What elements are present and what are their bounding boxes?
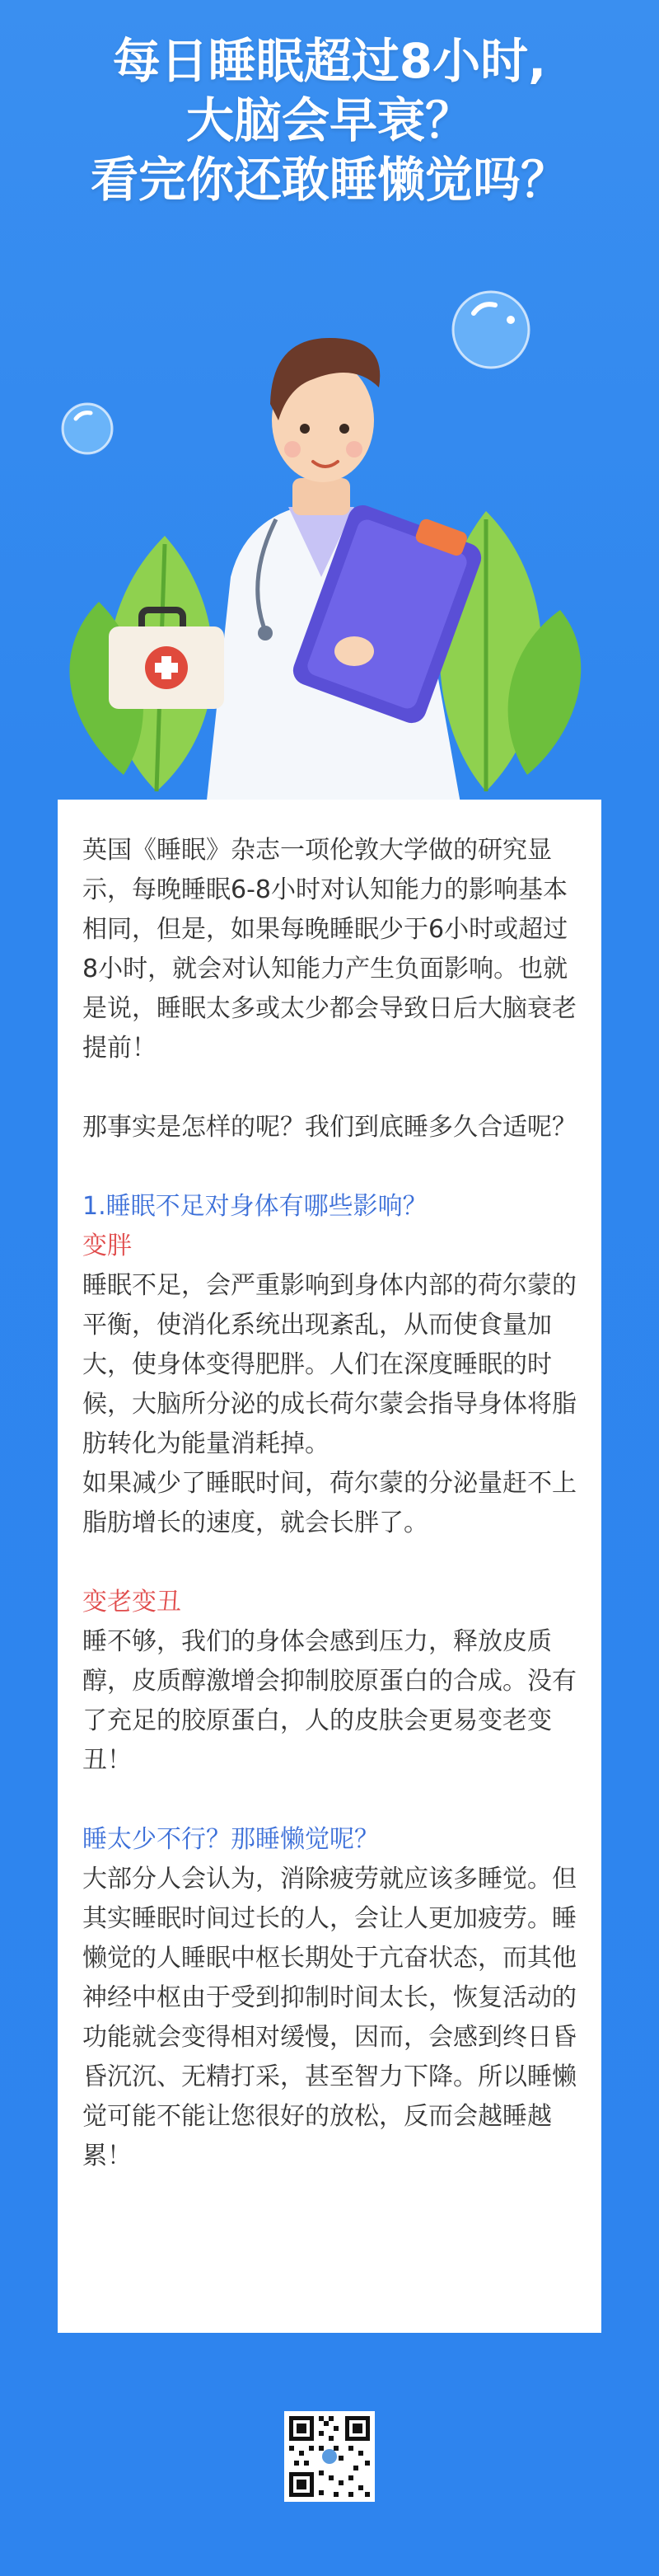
aging-paragraph: 睡不够，我们的身体会感到压力，释放皮质醇，皮质醇激增会抑制胶原蛋白的合成。没有了充足的胶原蛋白，人的皮肤会更易变老变丑！: [82, 1627, 577, 1775]
title-line-3: 看完你还敢睡懒觉吗？: [90, 152, 568, 208]
page-title: [0, 31, 659, 209]
intro-paragraph: 英国《睡眠》杂志一项伦敦大学做的研究显示，每晚睡眠6-8小时对认知能力的影响基本相同，但是，如果每晚睡眠少于6小时或超过8小时，就会对认知能力产生负面影响。也就是说，睡眠太多或太少都会导致日后大脑衰老提前！: [82, 836, 577, 1063]
title-line-1: 每日睡眠超过8小时,: [112, 33, 547, 89]
weight-gain-paragraph-2: 如果减少了睡眠时间，荷尔蒙的分泌量赶不上脂肪增长的速度，就会长胖了。: [82, 1469, 577, 1537]
question-paragraph: 那事实是怎样的呢？我们到底睡多久合适呢？: [82, 1113, 577, 1142]
qr-code-icon[interactable]: [284, 2411, 375, 2502]
subheading-weight-gain: 变胖: [82, 1232, 132, 1260]
section-heading-oversleeping: 睡太少不行？那睡懒觉呢？: [82, 1825, 379, 1854]
article-card: [58, 800, 601, 2333]
section-heading-sleep-deprivation: 1.睡眠不足对身体有哪些影响？: [82, 1192, 428, 1221]
weight-gain-paragraph-1: 睡眠不足，会严重影响到身体内部的荷尔蒙的平衡，使消化系统出现紊乱，从而使食量加大，使身体变得肥胖。人们在深度睡眠的时候，大脑所分泌的成长荷尔蒙会指导身体将脂肪转化为能量消耗掉。: [82, 1271, 577, 1458]
bubble-icon: [63, 404, 112, 453]
doctor-illustration: [0, 264, 659, 808]
bubble-icon: [453, 292, 529, 368]
title-line-2: 大脑会早衰？: [185, 92, 473, 148]
oversleeping-paragraph: 大部分人会认为，消除疲劳就应该多睡觉。但其实睡眠时间过长的人，会让人更加疲劳。睡懒觉的人睡眠中枢长期处于亢奋状态，而其他神经中枢由于受到抑制时间太长，恢复活动的功能就会变得相对缓慢，因而，会感到终日昏昏沉沉、无精打采，甚至智力下降。所以睡懒觉可能不能让您很好的放松，反而会越睡越累！: [82, 1865, 577, 2170]
subheading-aging: 变老变丑: [82, 1588, 181, 1616]
